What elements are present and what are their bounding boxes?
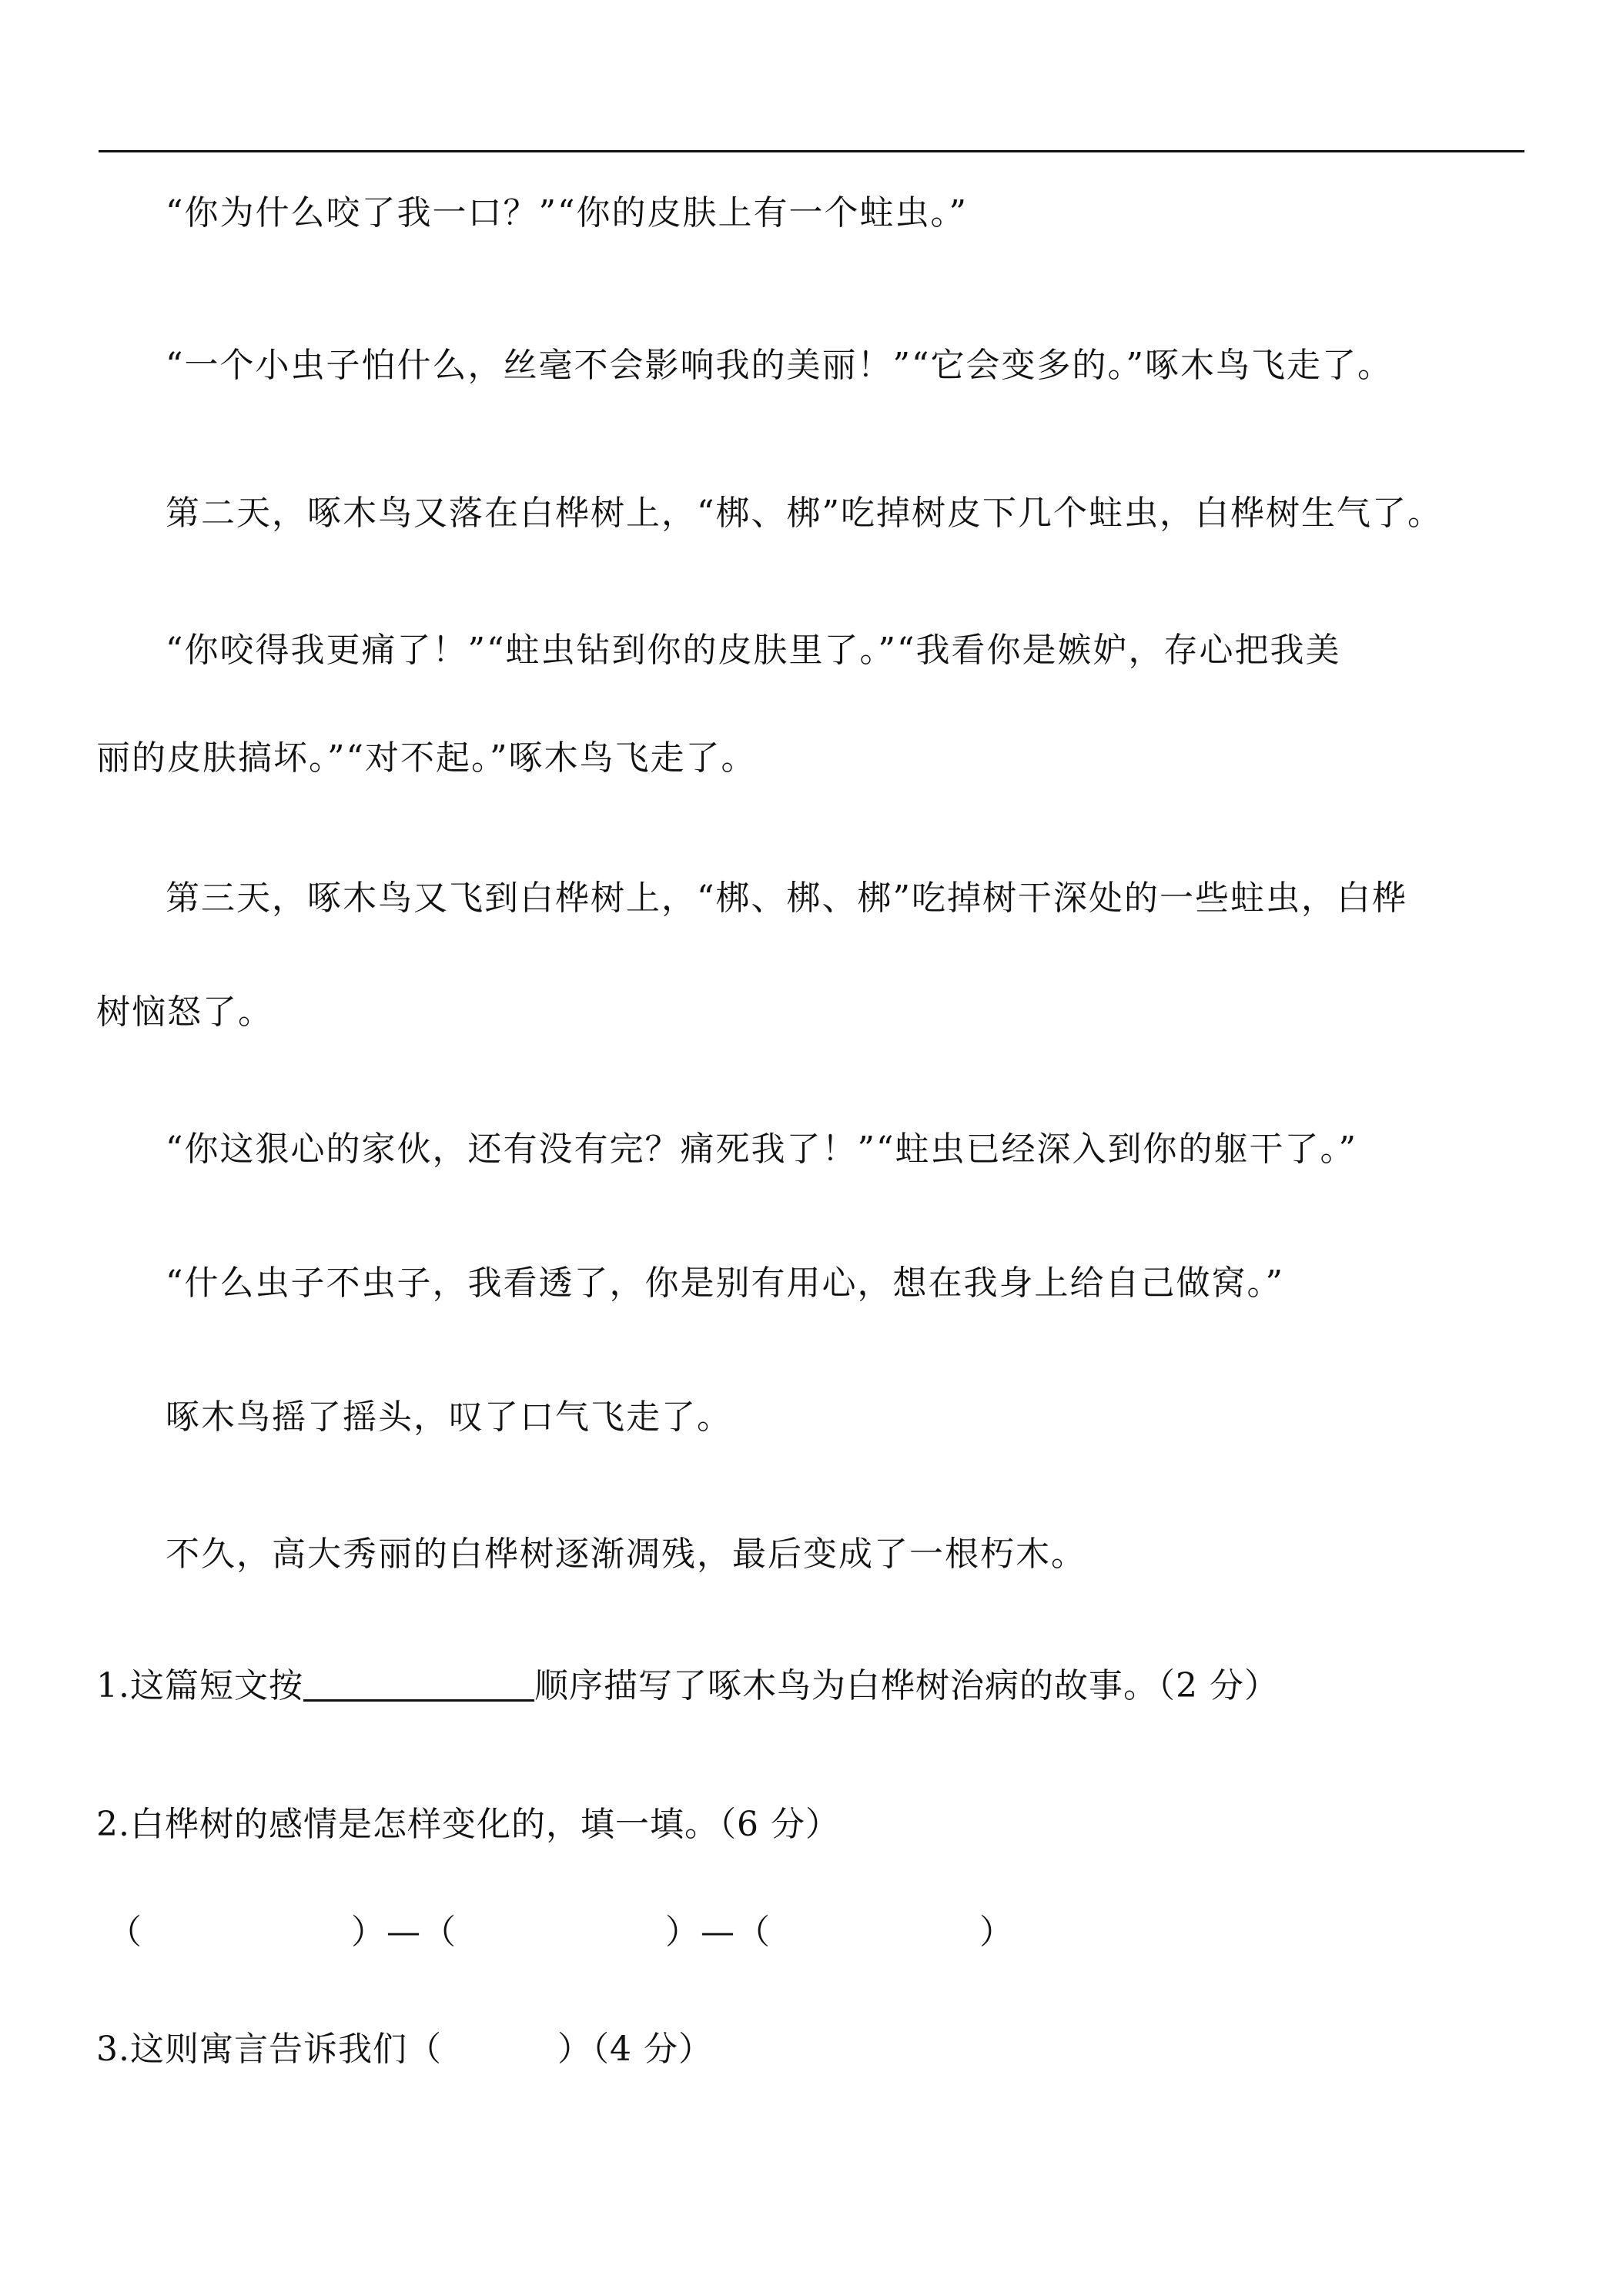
dash-1: —: [387, 1913, 422, 1952]
question-3: [96, 2027, 713, 2073]
header-rule: [99, 150, 1524, 152]
story-paragraph-7: “什么虫子不虫子，我看透了，你是别有用心，想在我身上给自己做窝。”: [166, 1263, 1284, 1303]
answer-2-close-paren: ）: [665, 1913, 701, 1952]
story-paragraph-3: 第二天，啄木鸟又落在白桦树上，“梆、梆”吃掉树皮下几个蛀虫，白桦树生气了。: [166, 494, 1443, 533]
question-3-prefix: 3.这则寓言告诉我们（: [96, 2030, 442, 2069]
story-paragraph-2: “一个小虫子怕什么，丝毫不会影响我的美丽！”“它会变多的。”啄木鸟飞走了。: [166, 346, 1393, 385]
story-paragraph-9: 不久，高大秀丽的白桦树逐渐凋残，最后变成了一根朽木。: [166, 1535, 1086, 1574]
answer-1-close-paren: ）: [351, 1913, 387, 1952]
question-1: [96, 1663, 1279, 1709]
story-paragraph-4-line-2: 丽的皮肤搞坏。”“对不起。”啄木鸟飞走了。: [96, 738, 757, 778]
story-paragraph-5-line-2: 树恼怒了。: [96, 992, 273, 1032]
question-1-suffix: 顺序描写了啄木鸟为白桦树治病的故事。（2 分）: [534, 1666, 1279, 1705]
story-paragraph-8: 啄木鸟摇了摇头，叹了口气飞走了。: [166, 1397, 732, 1437]
answer-1-open-paren: （: [108, 1913, 143, 1952]
question-1-answer-blank[interactable]: [303, 1665, 534, 1702]
question-3-suffix: ）（4 分）: [557, 2030, 713, 2069]
story-paragraph-6: “你这狠心的家伙，还有没有完？痛死我了！”“蛀虫已经深入到你的躯干了。”: [166, 1130, 1357, 1169]
story-paragraph-5-line-1: 第三天，啄木鸟又飞到白桦树上，“梆、梆、梆”吃掉树干深处的一些蛀虫，白桦: [166, 879, 1407, 918]
question-2-answer-row: [108, 1909, 1015, 1956]
story-paragraph-1: “你为什么咬了我一口？”“你的皮肤上有一个蛀虫。”: [166, 193, 968, 233]
answer-2-open-paren: （: [422, 1913, 457, 1952]
dash-2: —: [701, 1913, 736, 1952]
question-1-prefix: 1.这篇短文按: [96, 1666, 303, 1705]
answer-3-open-paren: （: [736, 1913, 771, 1952]
question-2: 2.白桦树的感情是怎样变化的，填一填。（6 分）: [96, 1805, 840, 1844]
answer-3-close-paren: ）: [979, 1913, 1015, 1952]
story-paragraph-4-line-1: “你咬得我更痛了！”“蛀虫钻到你的皮肤里了。”“我看你是嫉妒，存心把我美: [166, 631, 1341, 670]
